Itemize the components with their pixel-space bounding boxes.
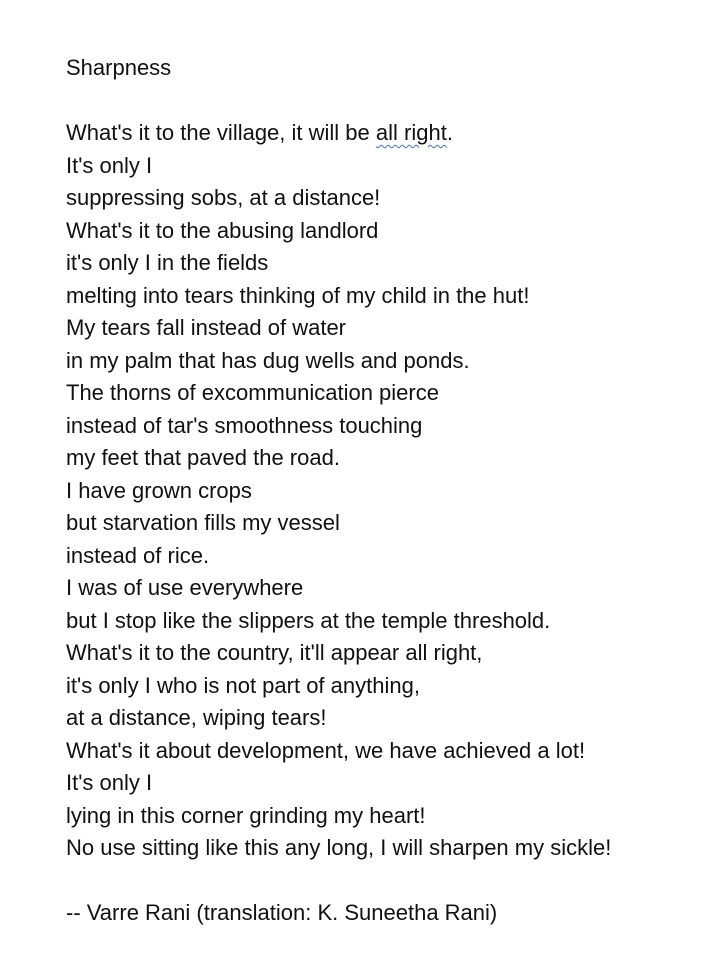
poem-line: melting into tears thinking of my child in the hut! [66, 282, 530, 308]
poem-line: suppressing sobs, at a distance! [66, 185, 381, 210]
blank-line [66, 85, 706, 118]
poem-line-text: What's it to the village, it will be [66, 120, 376, 145]
poem-line: it's only I who is not part of anything, [66, 672, 420, 698]
poem-line: No use sitting like this any long, I will sharpen my sickle! [66, 835, 612, 860]
poem-line: The thorns of excommunication pierce [66, 380, 439, 405]
poem-line: My tears fall instead of water [66, 315, 347, 340]
poem-line: but I stop like the slippers at the temple threshold. [66, 607, 551, 633]
poem-line: What's it to the country, it'll appear all right, [66, 640, 483, 665]
poem-line [66, 117, 706, 150]
poem-line: instead of rice. [66, 542, 210, 568]
poem-line: It's only I [66, 152, 153, 178]
poem-line: it's only I in the fields [66, 250, 269, 275]
poem-line: I have grown crops [66, 477, 252, 503]
poem-line-text: . [446, 120, 453, 145]
document-body [66, 52, 706, 930]
poem-line: lying in this corner grinding my heart! [66, 802, 426, 828]
poem-line: I was of use everywhere [66, 575, 304, 600]
poem-line: at a distance, wiping tears! [66, 705, 327, 730]
poem-line: What's it to the abusing landlord [66, 217, 379, 243]
poem-line: in my palm that has dug wells and ponds. [66, 347, 470, 373]
poem-line: What's it about development, we have achieved a lot! [66, 737, 586, 763]
poem-line: instead of tar's smoothness touching [66, 412, 423, 438]
attribution: -- Varre Rani (translation: K. Suneetha Rani) [66, 900, 498, 925]
poem-line: but starvation fills my vessel [66, 510, 340, 535]
blank-line [66, 865, 706, 898]
poem-line: It's only I [66, 770, 153, 795]
poem-line: my feet that paved the road. [66, 445, 340, 470]
poem-title: Sharpness [66, 55, 172, 80]
spellcheck-flagged-word[interactable]: all right [375, 120, 447, 145]
